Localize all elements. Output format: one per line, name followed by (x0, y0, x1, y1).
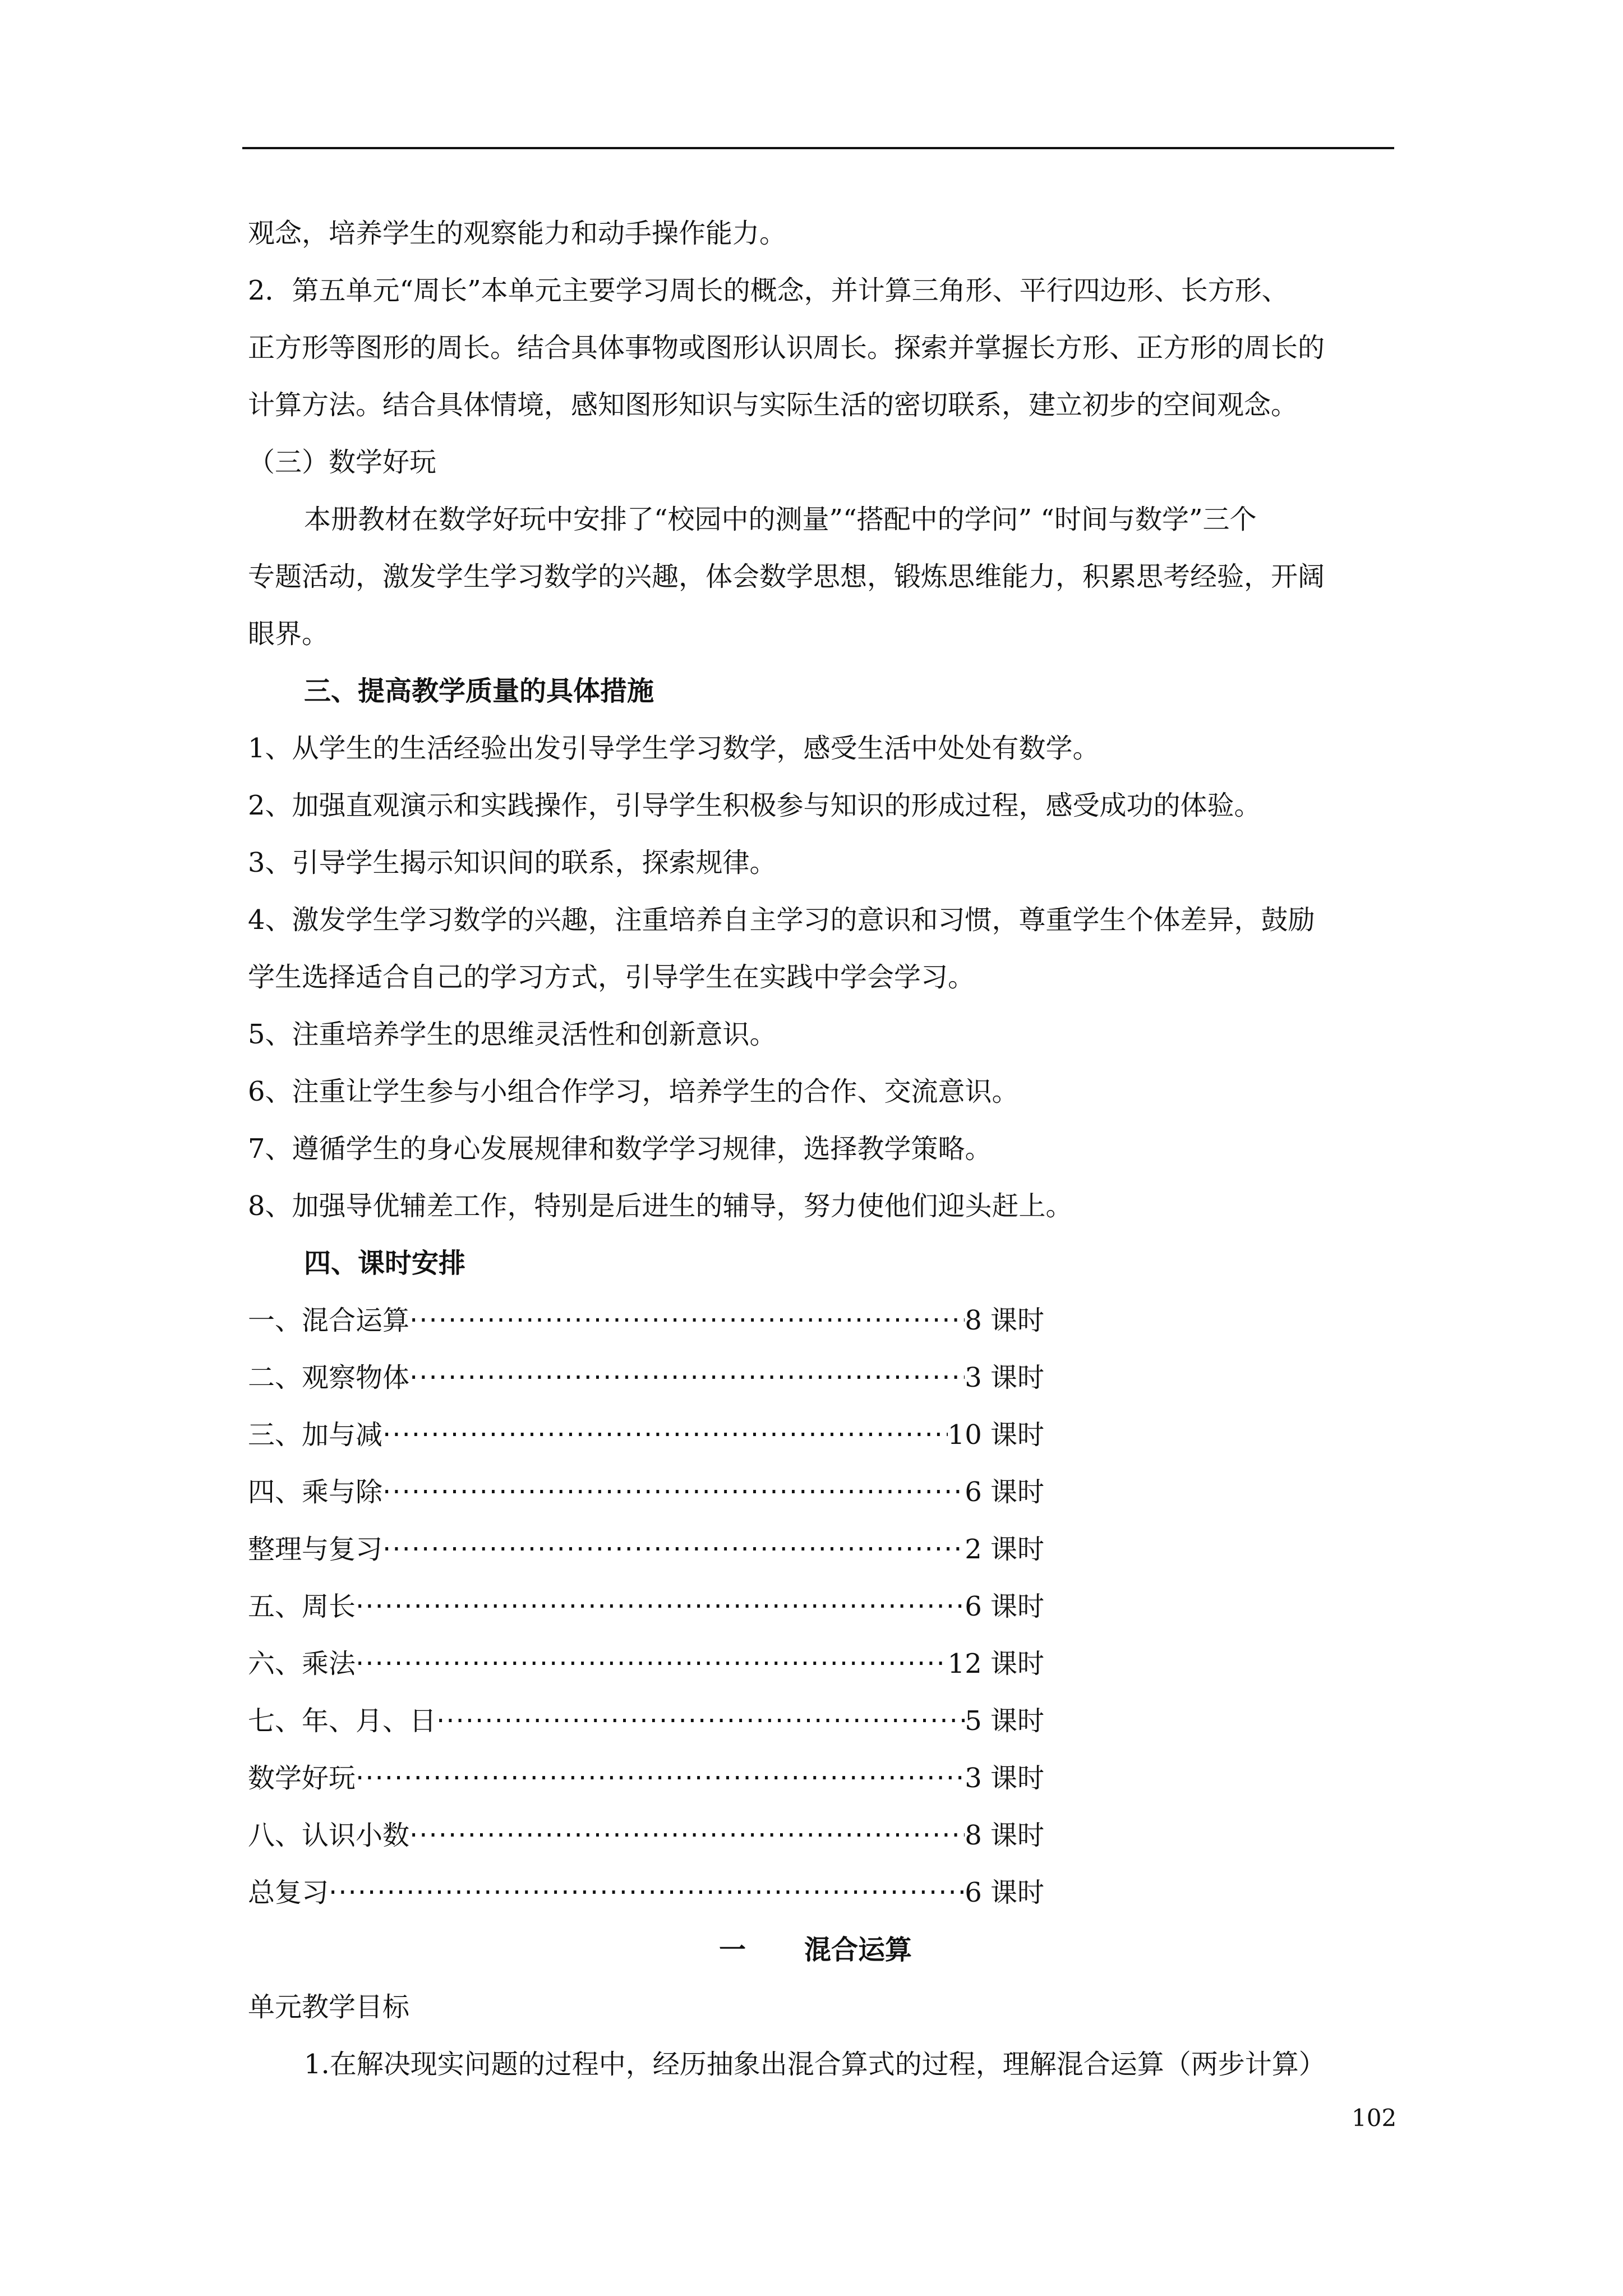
schedule-row (248, 1418, 1044, 1452)
schedule-row (248, 1761, 1044, 1795)
schedule-row (248, 1533, 1044, 1566)
schedule-hours: 2 课时 (965, 1534, 1044, 1565)
schedule-hours: 3 课时 (965, 1362, 1044, 1393)
dot-leader (436, 1704, 965, 1738)
measure-item: 7、遵循学生的身心发展规律和数学学习规律，选择教学策略。 (248, 1133, 992, 1165)
unit-goal: 1.在解决现实问题的过程中，经历抽象出混合算式的过程，理解混合运算（两步计算） (304, 2049, 1326, 2080)
schedule-row (248, 1647, 1044, 1681)
dot-leader (356, 1761, 965, 1795)
schedule-row (248, 1819, 1044, 1852)
schedule-hours: 8 课时 (965, 1305, 1044, 1336)
dot-leader (329, 1876, 965, 1910)
measure-item: 5、注重培养学生的思维灵活性和创新意识。 (248, 1019, 777, 1050)
measure-item: 2、加强直观演示和实践操作，引导学生积极参与知识的形成过程，感受成功的体验。 (248, 790, 1261, 821)
schedule-hours: 12 课时 (947, 1648, 1044, 1680)
schedule-row (248, 1704, 1044, 1738)
schedule-row (248, 1304, 1044, 1337)
schedule-label: 六、乘法 (248, 1648, 356, 1680)
schedule-label: 三、加与减 (248, 1419, 383, 1451)
body-line: 观念，培养学生的观察能力和动手操作能力。 (248, 218, 787, 249)
schedule-hours: 5 课时 (965, 1705, 1044, 1737)
schedule-label: 数学好玩 (248, 1763, 356, 1794)
schedule-label: 七、年、月、日 (248, 1705, 437, 1737)
section-heading-schedule: 四、课时安排 (304, 1248, 466, 1279)
dot-leader (382, 1533, 965, 1566)
measure-item: 4、激发学生学习数学的兴趣，注重培养自主学习的意识和习惯，尊重学生个体差异，鼓励 (248, 904, 1315, 936)
schedule-row (248, 1361, 1044, 1395)
section-heading-measures: 三、提高教学质量的具体措施 (304, 675, 654, 707)
subsection-heading: （三）数学好玩 (248, 447, 437, 478)
body-line: 计算方法。结合具体情境，感知图形知识与实际生活的密切联系，建立初步的空间观念。 (248, 389, 1298, 421)
schedule-label: 八、认识小数 (248, 1820, 410, 1851)
body-line: 正方形等图形的周长。结合具体事物或图形认识周长。探索并掌握长方形、正方形的周长的 (248, 332, 1325, 364)
schedule-label: 一、混合运算 (248, 1305, 410, 1336)
schedule-row (248, 1590, 1044, 1623)
dot-leader (356, 1647, 948, 1681)
schedule-label: 整理与复习 (248, 1534, 383, 1565)
schedule-row (248, 1475, 1044, 1509)
dot-leader (382, 1475, 965, 1509)
unit-heading (719, 1933, 912, 1967)
dot-leader (409, 1819, 965, 1852)
dot-leader (382, 1418, 948, 1452)
schedule-hours: 3 课时 (965, 1763, 1044, 1794)
measure-item: 8、加强导优辅差工作，特别是后进生的辅导，努力使他们迎头赶上。 (248, 1190, 1073, 1222)
schedule-hours: 8 课时 (965, 1820, 1044, 1851)
schedule-hours: 6 课时 (965, 1476, 1044, 1508)
unit-goals-label: 单元教学目标 (248, 1991, 410, 2023)
page-number: 102 (1352, 2104, 1397, 2132)
schedule-label: 五、周长 (248, 1591, 356, 1622)
measure-item: 6、注重让学生参与小组合作学习，培养学生的合作、交流意识。 (248, 1076, 1019, 1107)
header-rule (242, 147, 1394, 149)
dot-leader (409, 1361, 965, 1395)
schedule-hours: 6 课时 (965, 1877, 1044, 1908)
schedule-hours: 10 课时 (947, 1419, 1044, 1451)
schedule-hours: 6 课时 (965, 1591, 1044, 1622)
body-line: 眼界。 (248, 618, 329, 650)
dot-leader (409, 1304, 965, 1337)
body-line: 本册教材在数学好玩中安排了“校园中的测量”“搭配中的学问” “时间与数学”三个 (304, 504, 1257, 535)
schedule-label: 总复习 (248, 1877, 329, 1908)
dot-leader (356, 1590, 965, 1623)
body-line: 2．第五单元“周长”本单元主要学习周长的概念，并计算三角形、平行四边形、长方形、 (248, 275, 1289, 306)
unit-number: 一 (719, 1934, 746, 1966)
measure-item: 1、从学生的生活经验出发引导学生学习数学，感受生活中处处有数学。 (248, 733, 1100, 764)
schedule-label: 四、乘与除 (248, 1476, 383, 1508)
schedule-label: 二、观察物体 (248, 1362, 410, 1393)
measure-item: 学生选择适合自己的学习方式，引导学生在实践中学会学习。 (248, 961, 975, 993)
schedule-row (248, 1876, 1044, 1910)
unit-title: 混合运算 (804, 1934, 912, 1966)
measure-item: 3、引导学生揭示知识间的联系，探索规律。 (248, 847, 777, 878)
body-line: 专题活动，激发学生学习数学的兴趣，体会数学思想，锻炼思维能力，积累思考经验，开阔 (248, 561, 1325, 592)
